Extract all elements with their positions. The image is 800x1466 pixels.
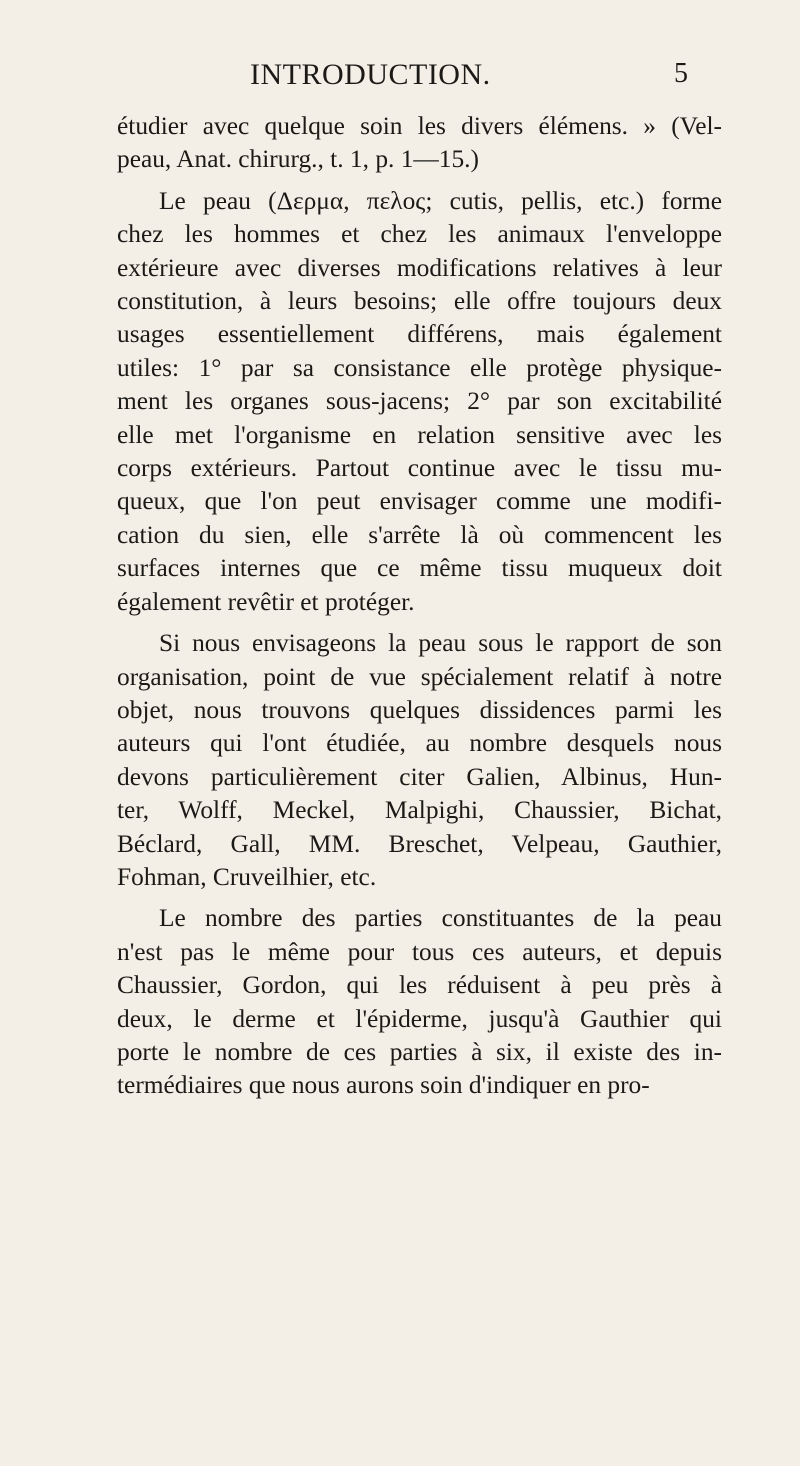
text-line: corps extérieurs. Partout continue avec le tissu mu- xyxy=(117,454,722,483)
text-line: Si nous envisageons la peau sous le rapport de son xyxy=(159,629,722,658)
text-line: usages essentiellement différens, mais également xyxy=(117,320,722,349)
text-line: Le peau (Δερμα, πελος; cutis, pellis, etc.) forme xyxy=(159,186,722,215)
text-line: organisation, point de vue spécialement relatif à notre xyxy=(117,662,722,691)
paragraph xyxy=(117,185,722,619)
text-line: devons particulièrement citer Galien, Albinus, Hun- xyxy=(117,762,722,791)
text-line: extérieure avec diverses modifications relatives à leur xyxy=(117,253,722,282)
text-line: queux, que l'on peut envisager comme une modifi- xyxy=(117,487,722,516)
text-line: Chaussier, Gordon, qui les réduisent à peu près à xyxy=(117,971,722,1000)
text-line: chez les hommes et chez les animaux l'enveloppe xyxy=(117,220,722,249)
text-line: surfaces internes que ce même tissu muqueux doit xyxy=(117,554,722,583)
running-title: INTRODUCTION. xyxy=(250,58,491,91)
text-line: Béclard, Gall, MM. Breschet, Velpeau, Gauthier, xyxy=(117,829,722,858)
text-line: auteurs qui l'ont étudiée, au nombre desquels nous xyxy=(117,729,722,758)
text-line: cation du sien, elle s'arrête là où commencent les xyxy=(117,520,722,549)
text-line: ter, Wolff, Meckel, Malpighi, Chaussier, Bichat, xyxy=(117,796,722,825)
text-line: objet, nous trouvons quelques dissidences parmi les xyxy=(117,695,722,724)
text-line: Fohman, Cruveilhier, etc. xyxy=(117,862,377,891)
text-line: également revêtir et protéger. xyxy=(117,587,415,616)
text-line: constitution, à leurs besoins; elle offre toujours deux xyxy=(117,287,722,316)
text-line: porte le nombre de ces parties à six, il existe des in- xyxy=(117,1037,722,1066)
page-number: 5 xyxy=(674,58,688,89)
text-line: elle met l'organisme en relation sensitive avec les xyxy=(117,420,722,449)
paragraph xyxy=(117,902,722,1102)
text-line: deux, le derme et l'épiderme, jusqu'à Gauthier qui xyxy=(117,1004,722,1033)
text-line: n'est pas le même pour tous ces auteurs, et depuis xyxy=(117,937,722,966)
text-line: peau, Anat. chirurg., t. 1, p. 1—15.) xyxy=(117,145,479,174)
paragraph xyxy=(117,110,722,177)
body-text xyxy=(117,110,722,1111)
paragraph xyxy=(117,627,722,894)
text-line: étudier avec quelque soin les divers élémens. » (Vel- xyxy=(117,112,722,140)
text-line: utiles: 1° par sa consistance elle protège physique- xyxy=(117,353,722,382)
page-header xyxy=(110,58,700,98)
text-line: termédiaires que nous aurons soin d'indiquer en pro- xyxy=(117,1071,650,1100)
text-line: ment les organes sous-jacens; 2° par son excitabilité xyxy=(117,387,722,416)
text-line: Le nombre des parties constituantes de la peau xyxy=(159,904,722,933)
